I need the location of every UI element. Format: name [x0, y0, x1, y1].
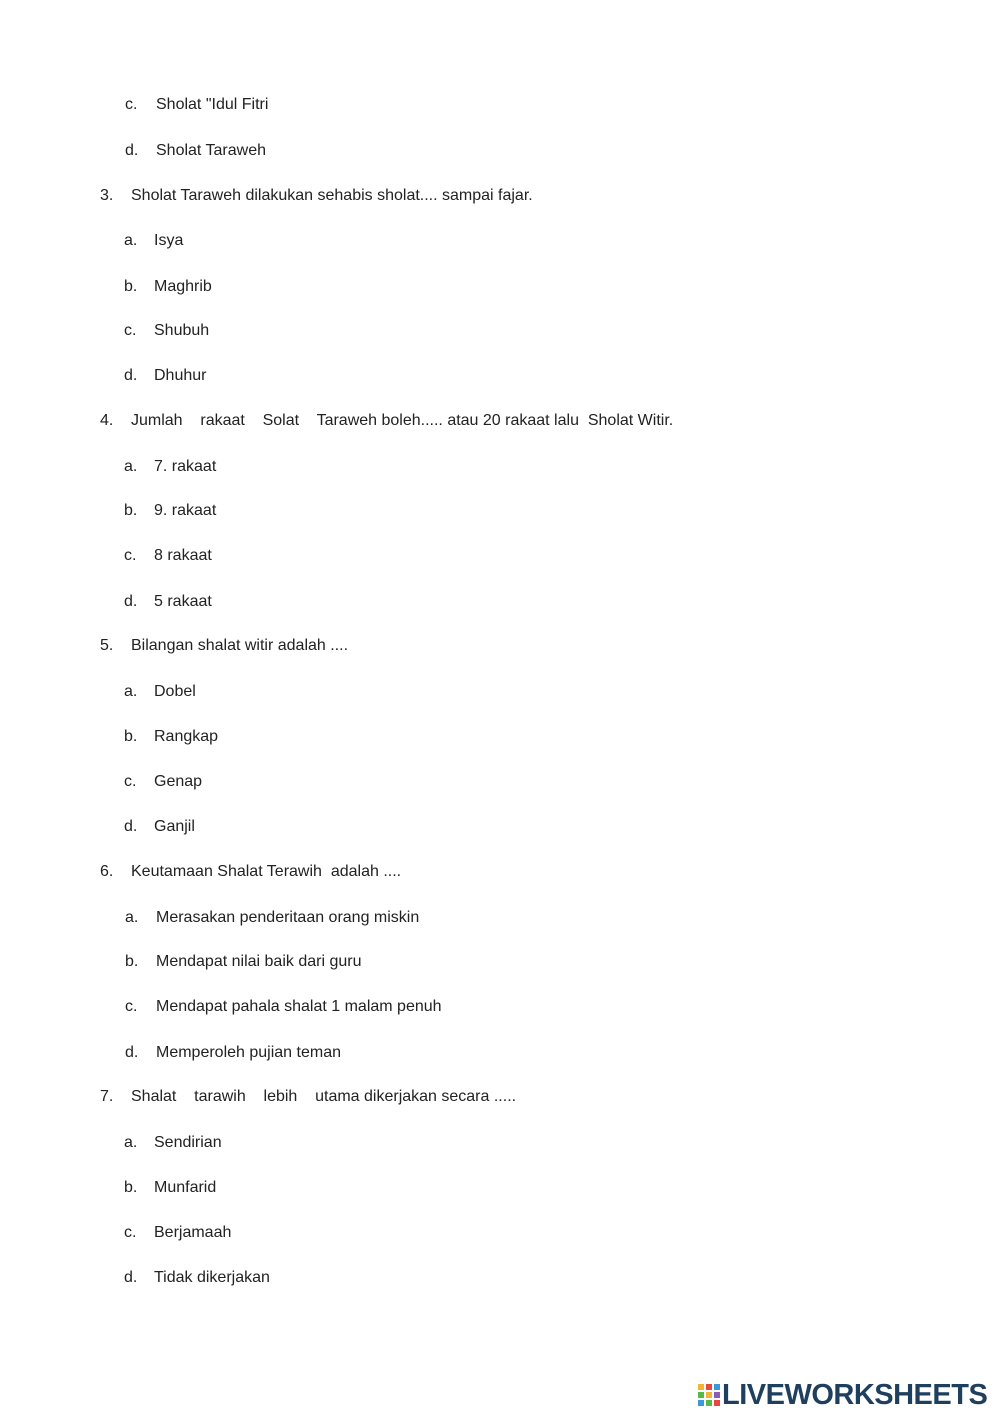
answer-option[interactable] — [0, 727, 1000, 749]
option-text: Memperoleh pujian teman — [156, 1044, 341, 1061]
answer-option[interactable] — [0, 908, 1000, 930]
option-text: Berjamaah — [154, 1224, 232, 1241]
answer-option[interactable] — [0, 682, 1000, 704]
option-letter: a. — [124, 1134, 138, 1151]
option-text: 9. rakaat — [154, 502, 217, 519]
answer-option[interactable] — [0, 1223, 1000, 1245]
question-item — [0, 411, 1000, 433]
option-text: Sholat Taraweh — [156, 142, 266, 159]
option-letter: d. — [124, 593, 138, 610]
question-text: Keutamaan Shalat Terawih adalah .... — [131, 863, 402, 880]
answer-option[interactable] — [0, 546, 1000, 568]
option-text: Mendapat pahala shalat 1 malam penuh — [156, 998, 442, 1015]
question-text: Sholat Taraweh dilakukan sehabis sholat.... sampai fajar. — [131, 187, 533, 204]
answer-option[interactable] — [0, 1043, 1000, 1065]
option-letter: a. — [124, 232, 138, 249]
option-text: Tidak dikerjakan — [154, 1269, 270, 1286]
option-text: Ganjil — [154, 818, 195, 835]
question-number: 5. — [100, 637, 114, 654]
answer-option[interactable] — [0, 95, 1000, 117]
option-text: Maghrib — [154, 278, 212, 295]
question-number: 6. — [100, 863, 114, 880]
answer-option[interactable] — [0, 231, 1000, 253]
option-letter: a. — [124, 683, 138, 700]
answer-option[interactable] — [0, 772, 1000, 794]
option-text: Genap — [154, 773, 203, 790]
option-letter: b. — [125, 953, 139, 970]
option-letter: c. — [125, 998, 138, 1015]
option-letter: b. — [124, 502, 138, 519]
answer-option[interactable] — [0, 952, 1000, 974]
question-item — [0, 1087, 1000, 1109]
question-number: 7. — [100, 1088, 114, 1105]
question-text: Jumlah rakaat Solat Taraweh boleh..... atau 20 rakaat lalu Sholat Witir. — [131, 412, 674, 429]
option-letter: c. — [124, 322, 137, 339]
brand-wordmark: LIVEWORKSHEETS — [722, 1379, 988, 1411]
answer-option[interactable] — [0, 1268, 1000, 1290]
liveworksheets-brand[interactable] — [698, 1378, 996, 1412]
answer-option[interactable] — [0, 997, 1000, 1019]
question-text: Bilangan shalat witir adalah .... — [131, 637, 349, 654]
answer-option[interactable] — [0, 277, 1000, 299]
question-number: 3. — [100, 187, 114, 204]
option-letter: b. — [124, 278, 138, 295]
option-letter: d. — [125, 1044, 139, 1061]
answer-option[interactable] — [0, 817, 1000, 839]
option-letter: d. — [125, 142, 139, 159]
option-text: Mendapat nilai baik dari guru — [156, 953, 362, 970]
option-text: Munfarid — [154, 1179, 217, 1196]
answer-option[interactable] — [0, 1178, 1000, 1200]
question-text: Shalat tarawih lebih utama dikerjakan secara ..... — [131, 1088, 517, 1105]
option-letter: a. — [125, 909, 139, 926]
option-text: 5 rakaat — [154, 593, 212, 610]
option-letter: d. — [124, 367, 138, 384]
option-letter: d. — [124, 818, 138, 835]
liveworksheets-logo-icon — [698, 1384, 720, 1406]
question-number: 4. — [100, 412, 114, 429]
option-letter: a. — [124, 458, 138, 475]
option-text: Dhuhur — [154, 367, 207, 384]
option-text: 7. rakaat — [154, 458, 217, 475]
answer-option[interactable] — [0, 366, 1000, 388]
question-item — [0, 862, 1000, 884]
option-letter: c. — [124, 547, 137, 564]
option-text: Rangkap — [154, 728, 219, 745]
answer-option[interactable] — [0, 501, 1000, 523]
option-letter: b. — [124, 728, 138, 745]
question-item — [0, 186, 1000, 208]
option-letter: c. — [125, 96, 138, 113]
option-letter: c. — [124, 1224, 137, 1241]
option-text: Sendirian — [154, 1134, 222, 1151]
option-text: Isya — [154, 232, 184, 249]
option-letter: c. — [124, 773, 137, 790]
option-letter: d. — [124, 1269, 138, 1286]
answer-option[interactable] — [0, 141, 1000, 163]
option-text: Dobel — [154, 683, 196, 700]
option-text: Merasakan penderitaan orang miskin — [156, 909, 420, 926]
answer-option[interactable] — [0, 592, 1000, 614]
option-text: Sholat "Idul Fitri — [156, 96, 269, 113]
option-text: Shubuh — [154, 322, 210, 339]
answer-option[interactable] — [0, 457, 1000, 479]
answer-option[interactable] — [0, 321, 1000, 343]
option-letter: b. — [124, 1179, 138, 1196]
answer-option[interactable] — [0, 1133, 1000, 1155]
option-text: 8 rakaat — [154, 547, 212, 564]
question-item — [0, 636, 1000, 658]
